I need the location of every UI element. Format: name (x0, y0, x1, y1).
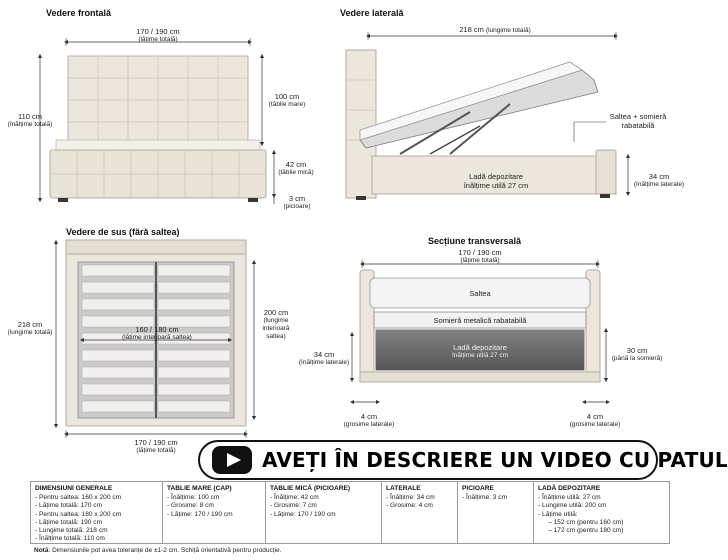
top-width-label: 170 / 190 cm (lățime totală) (134, 438, 178, 454)
top-inner-width-label: 160 / 180 cm (lățime interioară saltea) (122, 325, 192, 341)
front-legs-label: 3 cm (picioare) (283, 194, 311, 210)
front-bed-drawing (50, 56, 266, 202)
section-left-thickness-label: 4 cm (grosime laterale) (343, 412, 395, 428)
footnote: Notă: Dimensiunile pot avea toleranțe de ±1-2 cm. Schiță orientativă pentru producție. (34, 547, 282, 554)
front-height-label: 110 cm (înălțime totală) (7, 112, 53, 128)
front-headboard-label: 100 cm (tăblie mare) (268, 92, 306, 108)
section-width-label: 170 / 190 cm (lățime totală) (458, 248, 502, 264)
play-icon[interactable] (212, 446, 252, 474)
specs-column-headboard: TABLIE MARE (CAP) - Înălțime: 100 cm - Grosime: 8 cm - Lățime: 170 / 190 cm (163, 482, 266, 543)
side-mattress-label: Saltea + somieră rabatabilă (609, 112, 667, 130)
specs-column-footboard: TABLIE MICĂ (PICIOARE) - Înălțime: 42 cm - Grosime: 7 cm - Lățime: 170 / 190 cm (266, 482, 382, 543)
front-view-title: Vedere frontală (46, 8, 112, 18)
section-drawing (360, 270, 600, 382)
specs-column-sides: LATERALE - Înălțime: 34 cm - Grosime: 4 cm (382, 482, 458, 543)
specs-column-legs: PICIOARE - Înălțime: 3 cm (458, 482, 534, 543)
section-box-label: Ladă depozitare înălțime utilă 27 cm (452, 343, 508, 359)
side-length-label: 218 cm (lungime totală) (459, 25, 531, 34)
side-view-title: Vedere laterală (340, 8, 404, 18)
section-mattress-label: Saltea (469, 289, 491, 298)
video-banner-text: AVEȚI ÎN DESCRIERE UN VIDEO CU PATUL (262, 448, 728, 472)
section-left-height-label: 34 cm (înălțime laterale) (298, 350, 350, 366)
specs-column-general: DIMENSIUNI GENERALE - Pentru saltea: 160 x 200 cm - Lățime totală: 170 cm - Pentru saltea: 180 x 200 cm - Lățime totală: 190 cm - Lungime totală: 218 cm - Înălțime totală: 110 cm (31, 482, 163, 543)
video-banner[interactable] (198, 440, 728, 480)
section-title: Secțiune transversală (428, 236, 522, 246)
top-view-title: Vedere de sus (fără saltea) (66, 227, 180, 237)
specs-table (30, 481, 670, 544)
top-mattress-length-label: 200 cm (lungime interioară saltea) (262, 308, 290, 340)
section-right-height-label: 30 cm (până la somieră) (611, 346, 663, 362)
front-footboard-label: 42 cm (tăblie mică) (278, 160, 314, 176)
section-right-thickness-label: 4 cm (grosime laterale) (569, 412, 621, 428)
side-height-label: 34 cm (înălțime laterale) (633, 172, 685, 188)
specs-column-storage: LADĂ DEPOZITARE - Înălțime utilă: 27 cm - Lungime utilă: 200 cm - Lățime utilă: – 152 cm (pentru 160 cm) – 172 cm (pentru 180 cm) (538, 485, 624, 535)
front-width-label: 170 / 190 cm (lățime totală) (136, 27, 180, 43)
side-box-label: Ladă depozitare înălțime utilă 27 cm (463, 172, 529, 190)
top-length-label: 218 cm (lungime totală) (7, 320, 53, 336)
section-slat-label: Somieră metalică rabatabilă (433, 316, 527, 325)
